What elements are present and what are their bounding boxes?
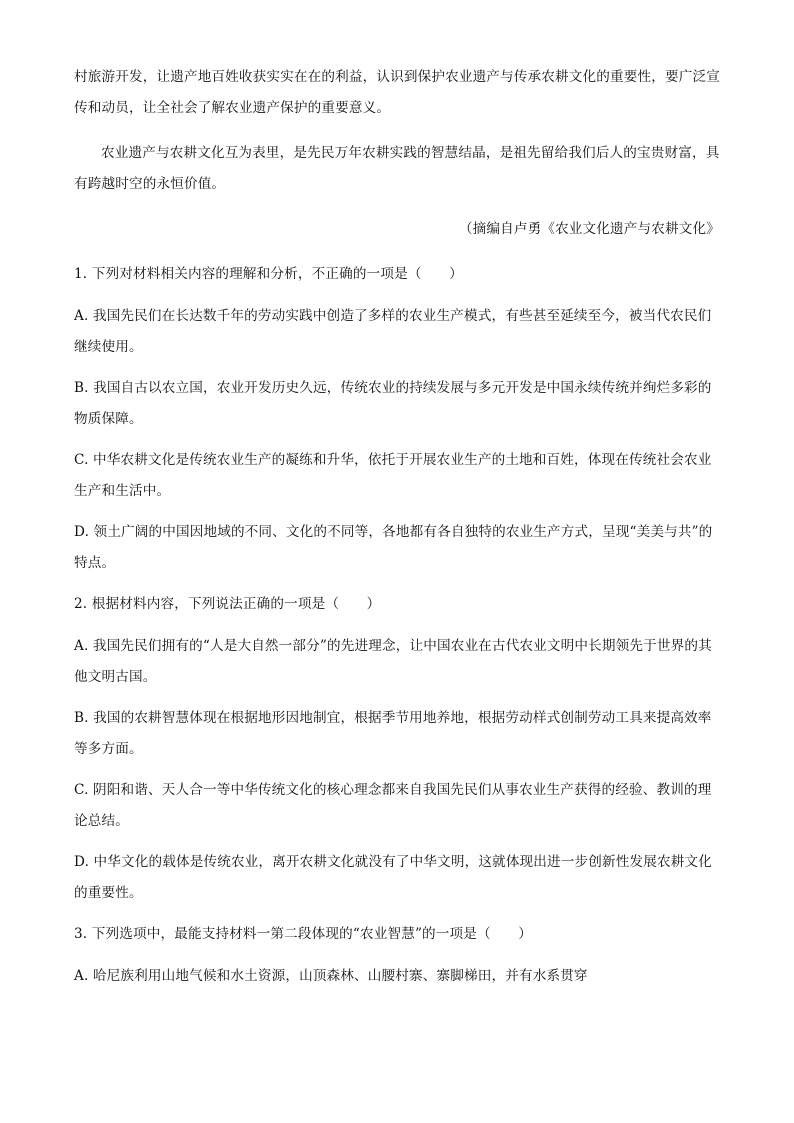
question-2-option-d: D. 中华文化的载体是传统农业，离开农耕文化就没有了中华文明，这就体现出进一步创新性发展农耕文化的重要性。	[74, 854, 712, 901]
question-3-option-a: A. 哈尼族利用山地气候和水土资源，山顶森林、山腰村寨、寨脚梯田，并有水系贯穿	[74, 968, 588, 984]
body-paragraph: 村旅游开发，让遗产地百姓收获实实在在的利益，认识到保护农业遗产与传承农耕文化的重要性，要广泛宣传和动员，让全社会了解农业遗产保护的重要意义。	[74, 69, 720, 116]
source-citation: （摘编自卢勇《农业文化遗产与农耕文化》	[458, 221, 720, 237]
question-1-option-c: C. 中华农耕文化是传统农业生产的凝练和升华，依托于开展农业生产的土地和百姓，体现在传统社会农业生产和生活中。	[74, 452, 712, 499]
question-1-option-a: A. 我国先民们在长达数千年的劳动实践中创造了多样的农业生产模式，有些甚至延续至今，被当代农民们继续使用。	[74, 308, 712, 355]
question-1-option-d: D. 领土广阔的中国因地域的不同、文化的不同等，各地都有各自独特的农业生产方式，呈现“美美与共”的特点。	[74, 524, 713, 571]
question-1-option-b: B. 我国自古以农立国，农业开发历史久远，传统农业的持续发展与多元开发是中国永续传统并绚烂多彩的物质保障。	[74, 380, 712, 427]
body-paragraph: 农业遗产与农耕文化互为表里，是先民万年农耕实践的智慧结晶，是祖先留给我们后人的宝贵财富，具有跨越时空的永恒价值。	[74, 145, 720, 192]
question-2-option-c: C. 阴阳和谐、天人合一等中华传统文化的核心理念都来自我国先民们从事农业生产获得的经验、教训的理论总结。	[74, 782, 712, 829]
question-2-stem: 2. 根据材料内容，下列说法正确的一项是（ ）	[74, 596, 381, 612]
question-2-option-b: B. 我国的农耕智慧体现在根据地形因地制宜，根据季节用地养地，根据劳动样式创制劳动工具来提高效率等多方面。	[74, 710, 712, 757]
question-1-stem: 1. 下列对材料相关内容的理解和分析，不正确的一项是（ ）	[74, 266, 463, 282]
question-2-option-a: A. 我国先民们拥有的“人是大自然一部分”的先进理念，让中国农业在古代农业文明中长期领先于世界的其他文明古国。	[74, 638, 712, 685]
question-3-stem: 3. 下列选项中，最能支持材料一第二段体现的“农业智慧”的一项是（ ）	[74, 926, 532, 942]
